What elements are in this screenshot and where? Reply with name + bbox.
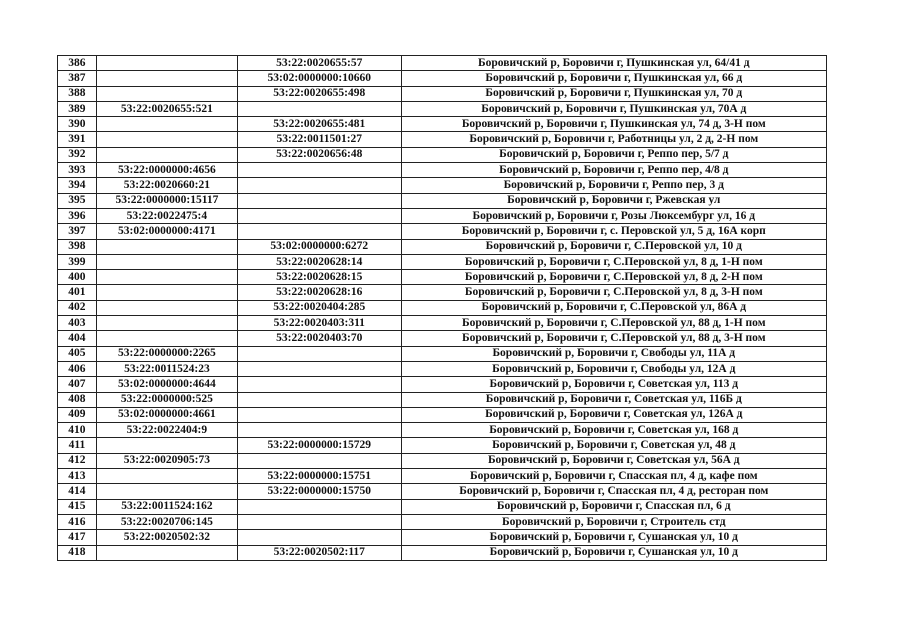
address-cell: Боровичский р, Боровичи г, Сушанская ул, 10 д [401,545,826,560]
row-number-cell: 411 [58,438,97,453]
address-cell: Боровичский р, Боровичи г, С.Перовской ул, 88 д, 3-Н пом [401,331,826,346]
row-number-cell: 391 [58,132,97,147]
row-number-cell: 417 [58,530,97,545]
table-row [58,224,827,239]
cadastral-number-cell: 53:22:0000000:2265 [96,346,237,361]
table-row [58,254,827,269]
address-cell: Боровичский р, Боровичи г, с. Перовской ул, 5 д, 16А корп [401,224,826,239]
cadastral-number-alt-cell: 53:22:0020628:15 [237,270,401,285]
row-number-cell: 400 [58,270,97,285]
property-table [57,55,827,561]
cadastral-number-alt-cell: 53:02:0000000:6272 [237,239,401,254]
row-number-cell: 392 [58,147,97,162]
cadastral-number-cell [96,71,237,86]
table-row [58,86,827,101]
cadastral-number-alt-cell [237,530,401,545]
cadastral-number-cell: 53:02:0000000:4644 [96,377,237,392]
row-number-cell: 396 [58,208,97,223]
cadastral-number-alt-cell: 53:22:0020655:57 [237,56,401,71]
cadastral-number-cell [96,438,237,453]
row-number-cell: 401 [58,285,97,300]
table-row [58,147,827,162]
table-row [58,163,827,178]
cadastral-number-alt-cell: 53:22:0020502:117 [237,545,401,560]
address-cell: Боровичский р, Боровичи г, Спасская пл, 4 д, кафе пом [401,469,826,484]
table-row [58,101,827,116]
cadastral-number-alt-cell [237,499,401,514]
cadastral-number-cell [96,469,237,484]
cadastral-number-cell [96,254,237,269]
cadastral-number-cell [96,300,237,315]
address-cell: Боровичский р, Боровичи г, Реппо пер, 4/8 д [401,163,826,178]
cadastral-number-alt-cell [237,453,401,468]
row-number-cell: 399 [58,254,97,269]
table-row [58,316,827,331]
row-number-cell: 415 [58,499,97,514]
table-row [58,208,827,223]
cadastral-number-cell: 53:02:0000000:4171 [96,224,237,239]
row-number-cell: 386 [58,56,97,71]
table-row [58,499,827,514]
table-row [58,392,827,407]
cadastral-number-cell: 53:22:0022475:4 [96,208,237,223]
cadastral-number-alt-cell [237,101,401,116]
cadastral-number-cell [96,132,237,147]
cadastral-number-cell: 53:22:0020905:73 [96,453,237,468]
row-number-cell: 410 [58,423,97,438]
table-row [58,56,827,71]
table-row [58,346,827,361]
address-cell: Боровичский р, Боровичи г, Советская ул, 113 д [401,377,826,392]
cadastral-number-alt-cell: 53:22:0020655:481 [237,117,401,132]
row-number-cell: 394 [58,178,97,193]
address-cell: Боровичский р, Боровичи г, Строитель стд [401,514,826,529]
cadastral-number-alt-cell [237,407,401,422]
cadastral-number-alt-cell: 53:02:0000000:10660 [237,71,401,86]
row-number-cell: 388 [58,86,97,101]
address-cell: Боровичский р, Боровичи г, Пушкинская ул, 70А д [401,101,826,116]
table-body [58,56,827,561]
address-cell: Боровичский р, Боровичи г, Пушкинская ул, 70 д [401,86,826,101]
address-cell: Боровичский р, Боровичи г, С.Перовской ул, 8 д, 2-Н пом [401,270,826,285]
cadastral-number-alt-cell: 53:22:0020628:16 [237,285,401,300]
row-number-cell: 418 [58,545,97,560]
row-number-cell: 389 [58,101,97,116]
row-number-cell: 416 [58,514,97,529]
address-cell: Боровичский р, Боровичи г, Спасская пл, 4 д, ресторан пом [401,484,826,499]
table-row [58,484,827,499]
address-cell: Боровичский р, Боровичи г, Советская ул, 56А д [401,453,826,468]
cadastral-number-cell: 53:22:0000000:15117 [96,193,237,208]
address-cell: Боровичский р, Боровичи г, С.Перовской ул, 86А д [401,300,826,315]
table-row [58,239,827,254]
cadastral-number-alt-cell: 53:22:0020403:70 [237,331,401,346]
address-cell: Боровичский р, Боровичи г, Свободы ул, 12А д [401,361,826,376]
cadastral-number-cell: 53:22:0020502:32 [96,530,237,545]
table-row [58,514,827,529]
address-cell: Боровичский р, Боровичи г, Реппо пер, 3 д [401,178,826,193]
row-number-cell: 387 [58,71,97,86]
cadastral-number-cell: 53:22:0011524:23 [96,361,237,376]
address-cell: Боровичский р, Боровичи г, С.Перовской ул, 8 д, 1-Н пом [401,254,826,269]
address-cell: Боровичский р, Боровичи г, С.Перовской ул, 88 д, 1-Н пом [401,316,826,331]
table-row [58,407,827,422]
cadastral-number-alt-cell [237,193,401,208]
cadastral-number-alt-cell [237,377,401,392]
row-number-cell: 398 [58,239,97,254]
address-cell: Боровичский р, Боровичи г, Сушанская ул, 10 д [401,530,826,545]
row-number-cell: 414 [58,484,97,499]
row-number-cell: 407 [58,377,97,392]
cadastral-number-cell: 53:22:0022404:9 [96,423,237,438]
address-cell: Боровичский р, Боровичи г, Пушкинская ул, 74 д, 3-Н пом [401,117,826,132]
table-row [58,361,827,376]
cadastral-number-alt-cell: 53:22:0020655:498 [237,86,401,101]
cadastral-number-alt-cell: 53:22:0020628:14 [237,254,401,269]
row-number-cell: 403 [58,316,97,331]
table-row [58,132,827,147]
cadastral-number-alt-cell [237,361,401,376]
cadastral-number-alt-cell: 53:22:0020656:48 [237,147,401,162]
address-cell: Боровичский р, Боровичи г, Советская ул, 116Б д [401,392,826,407]
row-number-cell: 412 [58,453,97,468]
cadastral-number-alt-cell: 53:22:0020404:285 [237,300,401,315]
cadastral-number-alt-cell [237,224,401,239]
cadastral-number-cell [96,316,237,331]
address-cell: Боровичский р, Боровичи г, Пушкинская ул, 64/41 д [401,56,826,71]
table-row [58,530,827,545]
row-number-cell: 408 [58,392,97,407]
address-cell: Боровичский р, Боровичи г, Работницы ул, 2 д, 2-Н пом [401,132,826,147]
cadastral-number-alt-cell: 53:22:0000000:15729 [237,438,401,453]
address-cell: Боровичский р, Боровичи г, С.Перовской ул, 10 д [401,239,826,254]
address-cell: Боровичский р, Боровичи г, С.Перовской ул, 8 д, 3-Н пом [401,285,826,300]
address-cell: Боровичский р, Боровичи г, Советская ул, 126А д [401,407,826,422]
address-cell: Боровичский р, Боровичи г, Пушкинская ул, 66 д [401,71,826,86]
cadastral-number-alt-cell: 53:22:0000000:15750 [237,484,401,499]
cadastral-number-cell: 53:22:0011524:162 [96,499,237,514]
table-row [58,71,827,86]
address-cell: Боровичский р, Боровичи г, Ржевская ул [401,193,826,208]
cadastral-number-alt-cell [237,178,401,193]
table-row [58,331,827,346]
table-row [58,193,827,208]
address-cell: Боровичский р, Боровичи г, Розы Люксембург ул, 16 д [401,208,826,223]
row-number-cell: 404 [58,331,97,346]
table-row [58,178,827,193]
row-number-cell: 395 [58,193,97,208]
row-number-cell: 402 [58,300,97,315]
cadastral-number-cell: 53:22:0000000:4656 [96,163,237,178]
row-number-cell: 409 [58,407,97,422]
cadastral-number-alt-cell: 53:22:0011501:27 [237,132,401,147]
table-row [58,453,827,468]
cadastral-number-alt-cell [237,514,401,529]
address-cell: Боровичский р, Боровичи г, Спасская пл, 6 д [401,499,826,514]
table-row [58,285,827,300]
table-row [58,300,827,315]
table-row [58,270,827,285]
cadastral-number-alt-cell [237,423,401,438]
table-row [58,545,827,560]
cadastral-number-alt-cell [237,392,401,407]
address-cell: Боровичский р, Боровичи г, Советская ул, 48 д [401,438,826,453]
cadastral-number-cell: 53:22:0020660:21 [96,178,237,193]
row-number-cell: 397 [58,224,97,239]
row-number-cell: 393 [58,163,97,178]
cadastral-number-cell [96,545,237,560]
address-cell: Боровичский р, Боровичи г, Советская ул, 168 д [401,423,826,438]
cadastral-number-cell [96,270,237,285]
table-row [58,438,827,453]
cadastral-number-cell [96,331,237,346]
table-row [58,423,827,438]
address-cell: Боровичский р, Боровичи г, Реппо пер, 5/7 д [401,147,826,162]
cadastral-number-cell: 53:02:0000000:4661 [96,407,237,422]
row-number-cell: 390 [58,117,97,132]
cadastral-number-cell [96,56,237,71]
table-row [58,377,827,392]
cadastral-number-cell: 53:22:0020655:521 [96,101,237,116]
cadastral-number-cell [96,86,237,101]
cadastral-number-alt-cell [237,208,401,223]
row-number-cell: 405 [58,346,97,361]
cadastral-number-alt-cell: 53:22:0000000:15751 [237,469,401,484]
row-number-cell: 406 [58,361,97,376]
cadastral-number-cell [96,285,237,300]
cadastral-number-cell: 53:22:0000000:525 [96,392,237,407]
cadastral-number-cell [96,484,237,499]
cadastral-number-alt-cell [237,163,401,178]
cadastral-number-alt-cell [237,346,401,361]
table-row [58,469,827,484]
cadastral-number-cell: 53:22:0020706:145 [96,514,237,529]
row-number-cell: 413 [58,469,97,484]
table-row [58,117,827,132]
cadastral-number-alt-cell: 53:22:0020403:311 [237,316,401,331]
cadastral-number-cell [96,239,237,254]
cadastral-number-cell [96,117,237,132]
cadastral-number-cell [96,147,237,162]
address-cell: Боровичский р, Боровичи г, Свободы ул, 11А д [401,346,826,361]
